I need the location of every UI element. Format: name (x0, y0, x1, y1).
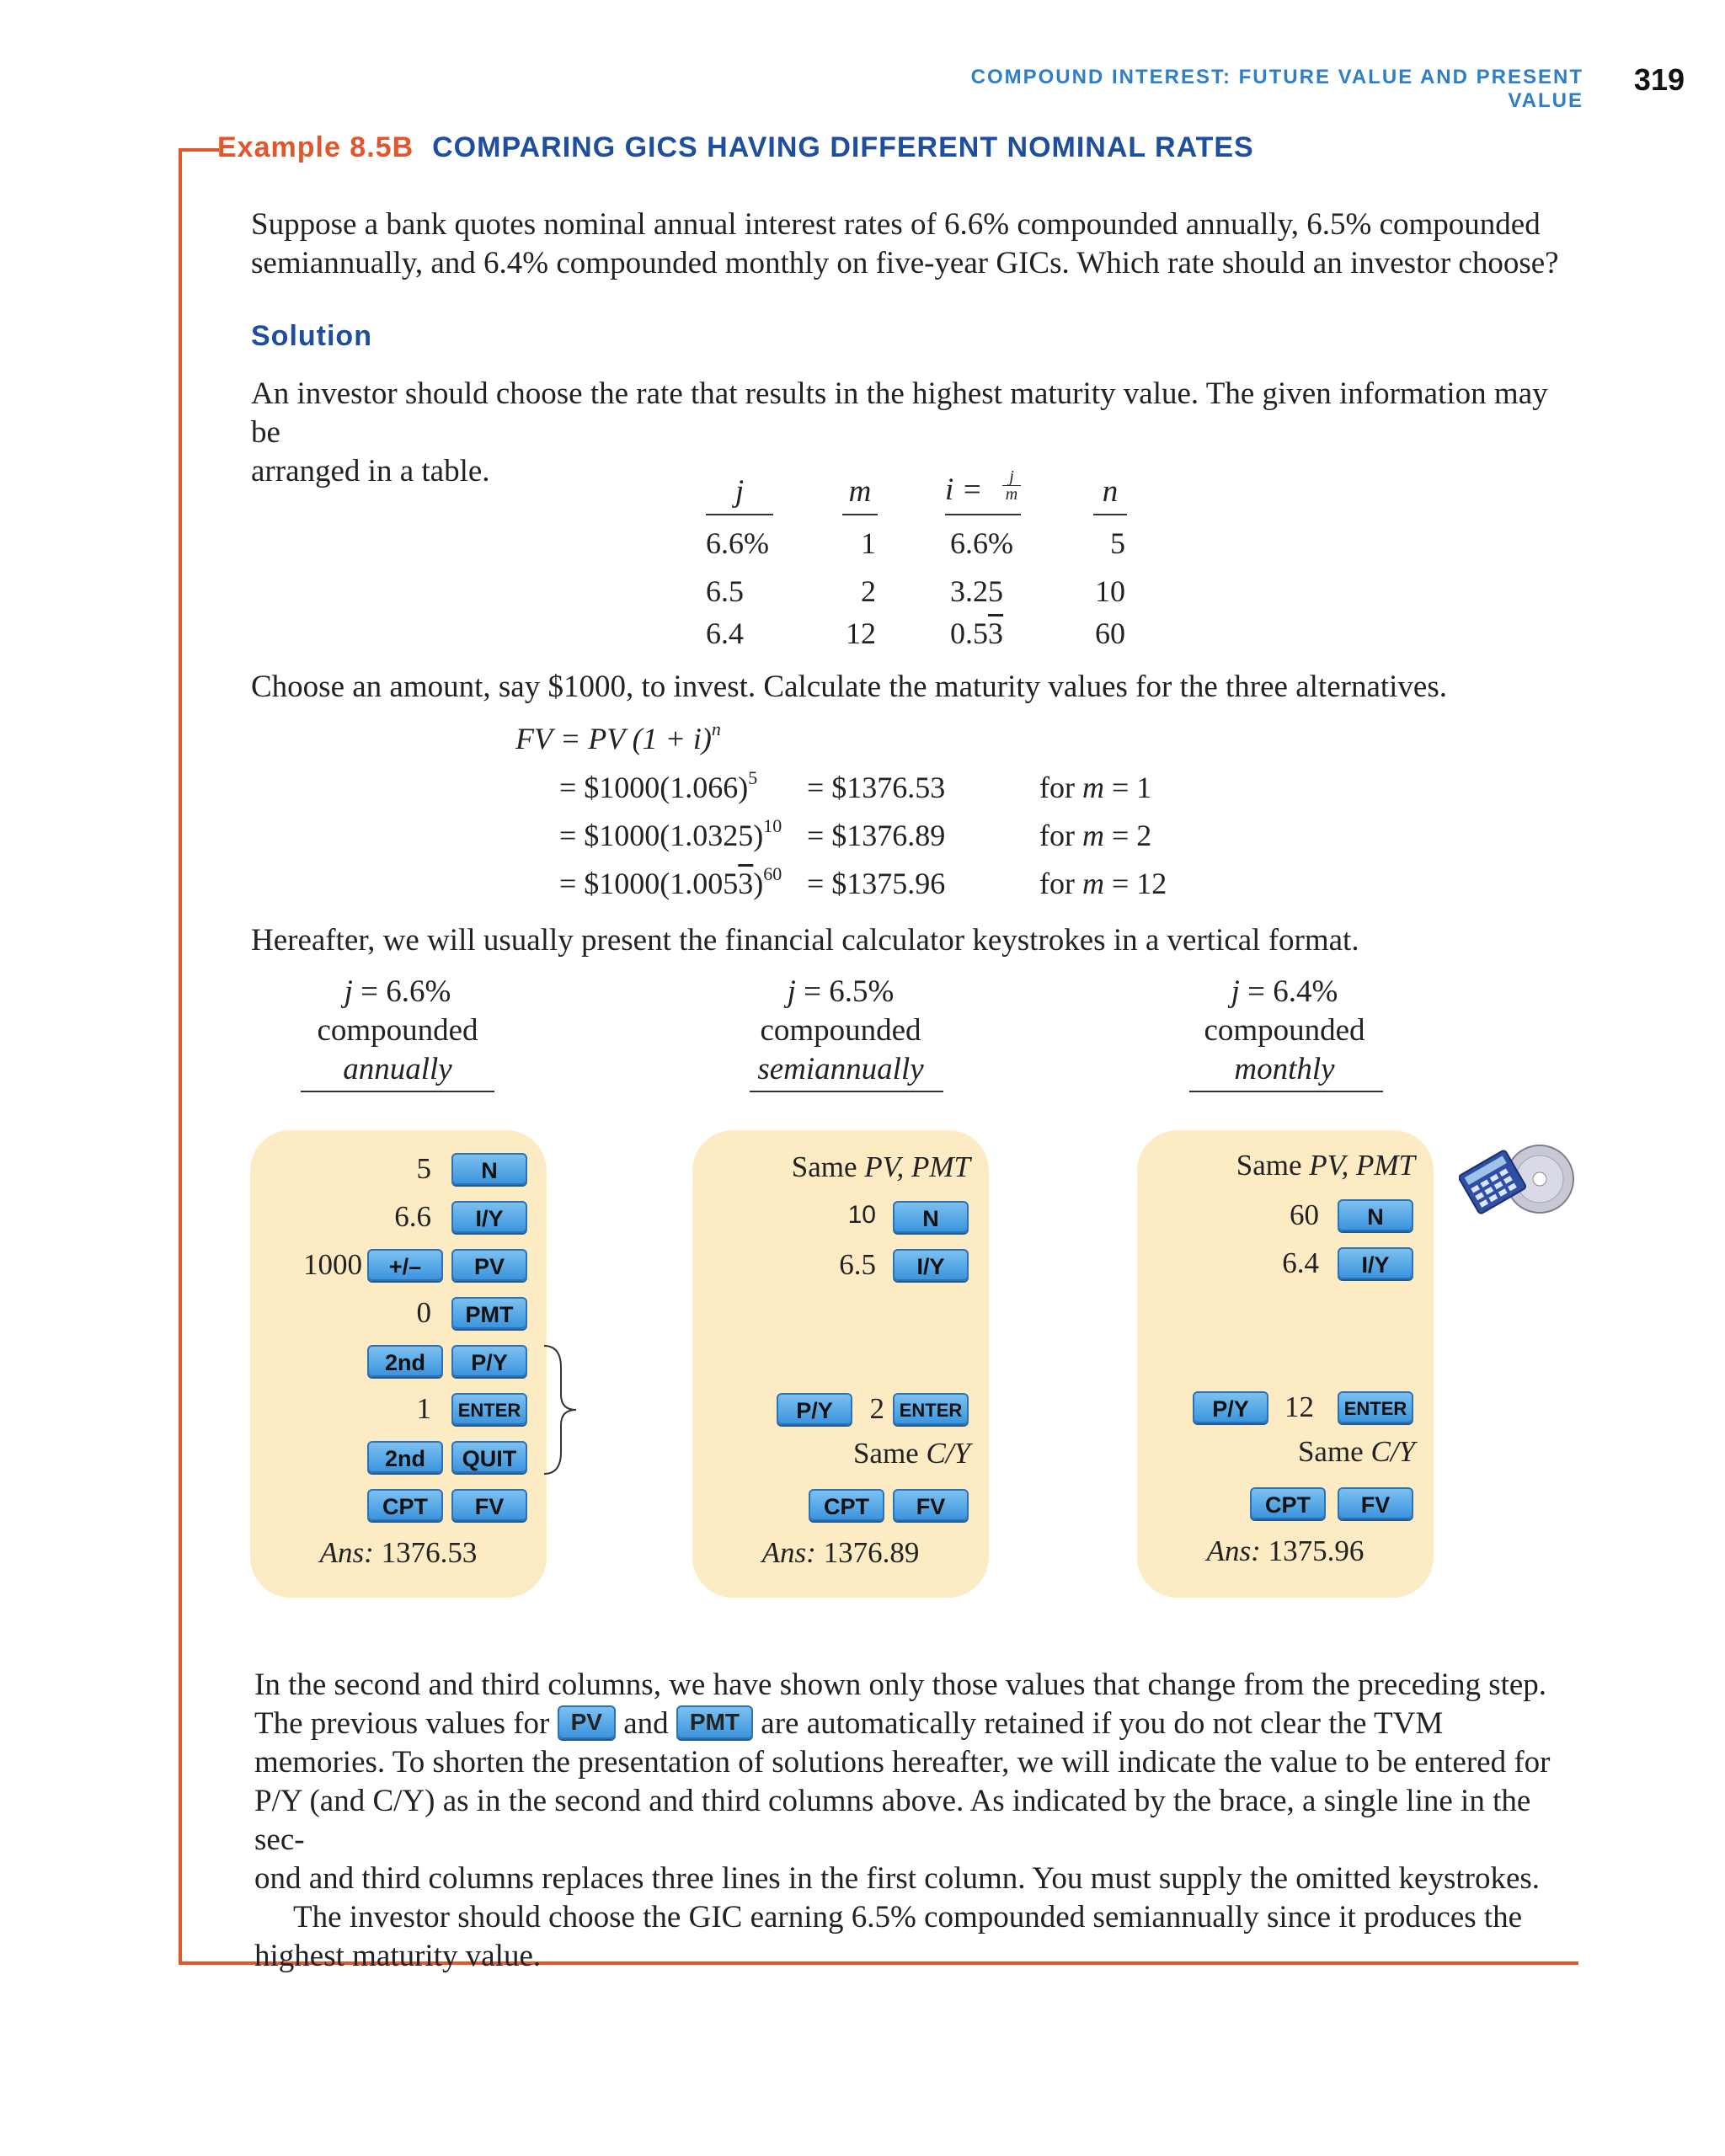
header-j: j (734, 474, 745, 509)
p1-key-cpt[interactable]: CPT (367, 1489, 443, 1521)
p1-key-2nd-b[interactable]: 2nd (367, 1441, 443, 1473)
p1-value-pmt: 0 (416, 1296, 431, 1329)
p1-answer: Ans: 1376.53 (319, 1536, 478, 1569)
problem-line-2: semiannually, and 6.4% compounded monthly on five-year GICs. Which rate should an investor choose? (251, 246, 1559, 280)
hereafter-text: Hereafter, we will usually present the financial calculator keystrokes in a vertical format. (251, 923, 1359, 958)
p2-key-enter[interactable]: ENTER (893, 1393, 969, 1425)
formula-row-1-condition: for m = 1 (1039, 771, 1152, 804)
p2-key-cpt[interactable]: CPT (809, 1489, 884, 1521)
row3-n: 60 (1095, 616, 1125, 650)
p3-same-pv-pmt: Same PV, PMT (1236, 1149, 1415, 1182)
problem-line-1: Suppose a bank quotes nominal annual interest rates of 6.6% compounded annually, 6.5% compounded (251, 207, 1541, 242)
p1-key-n[interactable]: N (451, 1153, 527, 1185)
p1-key-quit[interactable]: QUIT (451, 1441, 527, 1473)
column-head-2: j = 6.5% compounded semiannually (757, 974, 924, 1086)
row1-m: 1 (861, 526, 876, 560)
header-j-rule (706, 514, 773, 515)
problem-statement (251, 205, 1582, 283)
row2-m: 2 (861, 574, 876, 608)
p3-key-enter[interactable]: ENTER (1338, 1391, 1413, 1423)
formula-row-1: = $\$1000(1.066)^5$ (559, 767, 758, 804)
p1-key-py[interactable]: P/Y (451, 1345, 527, 1377)
header-n: n (1102, 474, 1119, 509)
p2-same-pv-pmt: Same PV, PMT (791, 1150, 970, 1183)
p2-key-iy[interactable]: I/Y (893, 1249, 969, 1281)
p2-value-iy: 6.5 (839, 1248, 876, 1281)
p3-value-n: 60 (1290, 1198, 1319, 1231)
repeating-digit: 3 (988, 616, 1003, 650)
closing-paragraph: In the second and third columns, we have shown only those values that change from the preceding step. The previous values for PV and PMT are automatically retained if you do not clear the TVM memories. To shorten the presentation of solutions hereafter, we will indicate the value to be entered for P/Y (and C/Y) as in the second and third columns above. As indicated by the brace, a single line in the sec- ond and third columns replaces three lines in the first column. You must supply the omitted keystrokes. The investor should choose the GIC earning 6.5% compounded semiannually since it produces the highest maturity value. (254, 1668, 1551, 1973)
p1-key-pmt[interactable]: PMT (451, 1297, 527, 1329)
p2-answer: Ans: 1376.89 (761, 1536, 920, 1569)
example-heading: COMPARING GICS HAVING DIFFERENT NOMINAL RATES (432, 131, 1254, 163)
p2-same-cy: Same C/Y (852, 1437, 970, 1470)
solution-heading: Solution (251, 320, 372, 352)
p1-value-pv: 1000 (303, 1248, 362, 1281)
p2-key-fv[interactable]: FV (893, 1489, 969, 1521)
formula-row-3-result: = $1375.96 (807, 867, 946, 900)
example-frame-left (179, 148, 182, 1965)
header-n-rule (1093, 514, 1127, 515)
row3-m: 12 (846, 616, 876, 650)
row3-i: 0.53 (950, 616, 1003, 650)
intro-line-2: arranged in a table. (251, 454, 490, 488)
header-m-rule (842, 514, 878, 515)
p1-key-enter[interactable]: ENTER (451, 1393, 527, 1425)
row1-j: 6.6% (706, 526, 769, 560)
p3-key-iy[interactable]: I/Y (1338, 1247, 1413, 1279)
header-i-rule (945, 514, 1021, 515)
p2-key-n[interactable]: N (893, 1201, 969, 1233)
p1-key-plus-minus[interactable]: +/– (367, 1249, 443, 1281)
row2-n: 10 (1095, 574, 1125, 608)
formula-row-2-condition: for m = 2 (1039, 819, 1152, 852)
intro-paragraph (251, 375, 1582, 491)
row3-j: 6.4 (706, 616, 744, 650)
formula-row-3-condition: for m = 12 (1039, 867, 1167, 900)
row2-i: 3.25 (950, 574, 1003, 608)
formula-row-1-result: = $1376.53 (807, 771, 946, 804)
brace-icon (539, 1342, 581, 1477)
formula-row-2-result: = $1376.89 (807, 819, 946, 852)
p2-value-py: 2 (869, 1392, 884, 1425)
example-frame-top (179, 148, 219, 152)
p1-key-pv[interactable]: PV (451, 1249, 527, 1281)
column-head-3: j = 6.4% compounded monthly (1204, 974, 1365, 1086)
example-label: Example 8.5B (217, 131, 414, 163)
p3-answer: Ans: 1375.96 (1206, 1534, 1365, 1567)
formula-row-3: = $\$1000(1.0053)^{60}$ (559, 863, 782, 900)
column-head-3-rule (1189, 1091, 1383, 1092)
p3-value-py: 12 (1284, 1390, 1314, 1423)
p1-value-n: 5 (416, 1152, 431, 1185)
header-i-fraction: j m (1002, 468, 1021, 503)
column-head-1-rule (301, 1091, 494, 1092)
p1-value-iy: 6.6 (394, 1200, 431, 1233)
p2-key-py[interactable]: P/Y (777, 1393, 852, 1425)
row1-n: 5 (1110, 526, 1125, 560)
p3-key-fv[interactable]: FV (1338, 1487, 1413, 1519)
p3-key-cpt[interactable]: CPT (1250, 1487, 1326, 1519)
p3-key-n[interactable]: N (1338, 1199, 1413, 1231)
p3-value-iy: 6.4 (1282, 1246, 1319, 1279)
p1-value-py: 1 (416, 1392, 431, 1425)
p1-key-fv[interactable]: FV (451, 1489, 527, 1521)
header-i: i = (945, 472, 983, 507)
column-head-2-rule (750, 1091, 943, 1092)
p2-value-n: 10 (847, 1201, 876, 1229)
header-m: m (848, 474, 872, 509)
inline-pv-key: PV (558, 1705, 616, 1739)
column-head-1: j = 6.6% compounded annually (317, 974, 478, 1086)
inline-pmt-key: PMT (676, 1705, 753, 1739)
p1-key-iy[interactable]: I/Y (451, 1201, 527, 1233)
row1-i: 6.6% (950, 526, 1013, 560)
choose-text: Choose an amount, say $1000, to invest. Calculate the maturity values for the three alternatives. (251, 670, 1448, 704)
running-head: COMPOUND INTEREST: FUTURE VALUE AND PRESENT VALUE (970, 66, 1583, 112)
calculator-cd-icon (1459, 1135, 1585, 1228)
intro-line-1: An investor should choose the rate that results in the highest maturity value. The given information may be (251, 376, 1548, 450)
page-number: 319 (1633, 62, 1685, 97)
formula-row-2: = $\$1000(1.0325)^{10}$ (559, 815, 782, 852)
formula-main: FV = PV $(1 + i)^n$ (515, 718, 721, 755)
p3-same-cy: Same C/Y (1297, 1435, 1415, 1468)
p1-key-2nd-a[interactable]: 2nd (367, 1345, 443, 1377)
row2-j: 6.5 (706, 574, 744, 608)
example-title (217, 131, 1254, 164)
p3-key-py[interactable]: P/Y (1193, 1391, 1268, 1423)
